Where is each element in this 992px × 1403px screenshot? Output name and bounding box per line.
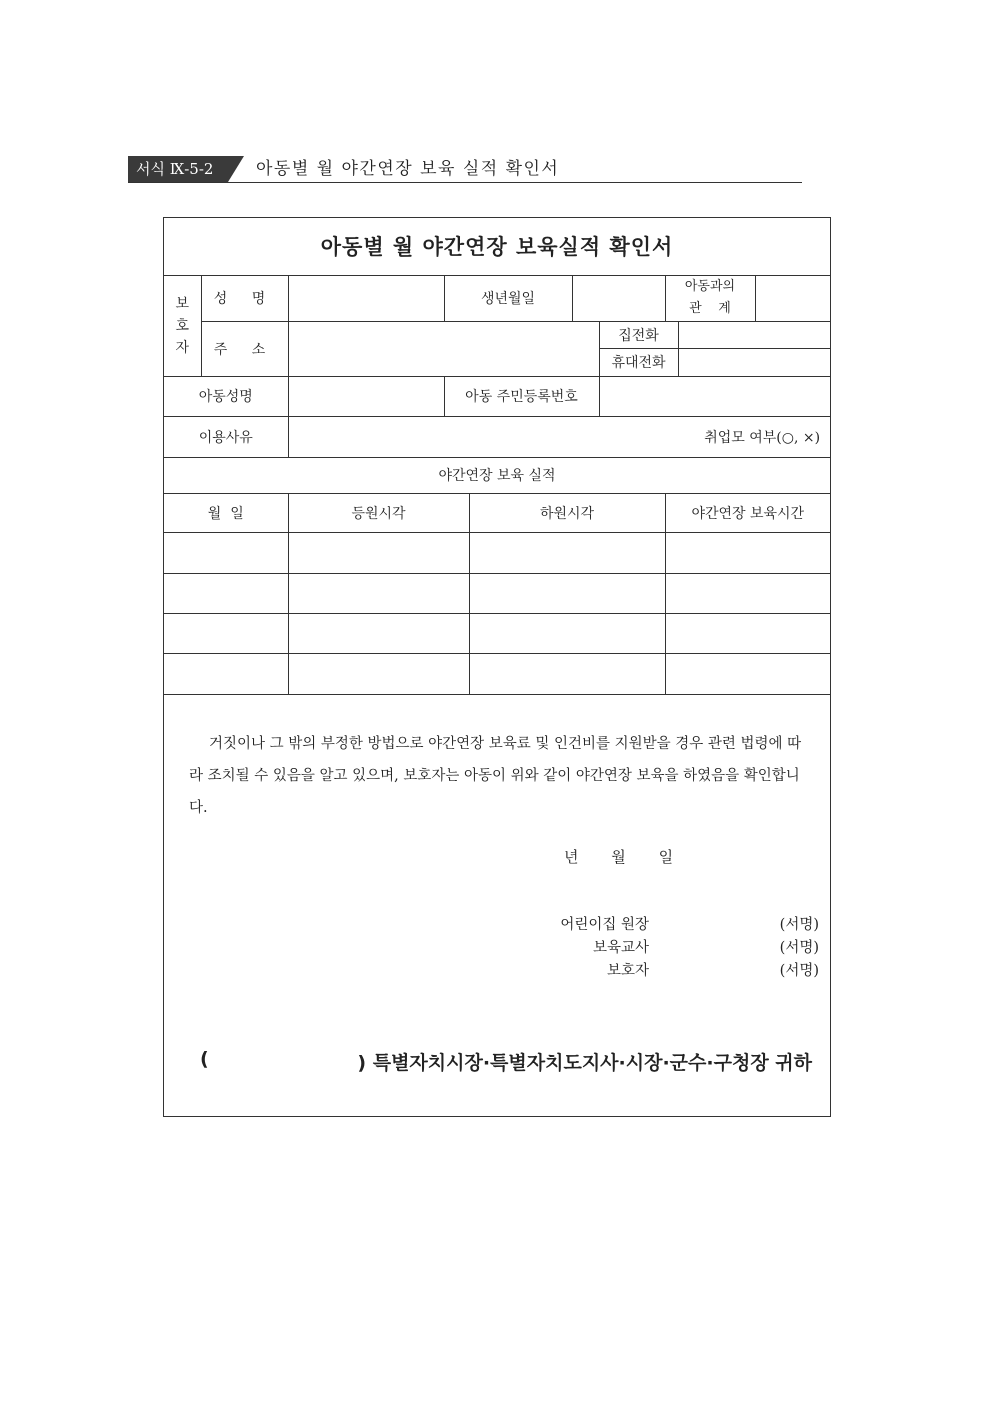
col-header-extended-hours: 야간연장 보육시간 — [665, 493, 830, 532]
mobile-label: 휴대전화 — [599, 348, 678, 376]
col-header-date: 월 일 — [164, 493, 288, 532]
cell-extended-hours[interactable] — [665, 653, 830, 694]
signature-role: 보육교사 — [592, 940, 649, 956]
address-label: 주 소 — [201, 321, 288, 376]
col-header-departure: 하원시각 — [469, 493, 665, 532]
table-row — [164, 573, 830, 613]
cell-date[interactable] — [164, 653, 288, 694]
form-header — [128, 156, 802, 184]
cell-extended-hours[interactable] — [665, 573, 830, 613]
cell-extended-hours[interactable] — [665, 613, 830, 653]
cell-departure[interactable] — [469, 653, 665, 694]
child-name-label: 아동성명 — [164, 376, 288, 416]
relation-label — [665, 275, 755, 321]
cell-departure[interactable] — [469, 573, 665, 613]
home-phone-field[interactable] — [678, 321, 830, 348]
date-line — [564, 846, 701, 867]
header-underline — [128, 182, 802, 183]
cell-departure[interactable] — [469, 613, 665, 653]
child-name-field[interactable] — [288, 376, 444, 416]
address-field[interactable] — [288, 321, 599, 376]
cell-departure[interactable] — [469, 532, 665, 573]
cell-arrival[interactable] — [288, 653, 469, 694]
badge-tail-decoration — [228, 156, 244, 182]
cell-date[interactable] — [164, 613, 288, 653]
signature-director[interactable] — [524, 913, 819, 935]
confirmation-statement: 거짓이나 그 밖의 부정한 방법으로 야간연장 보육료 및 인건비를 지원받을 경우 관련 법령에 따라 조치될 수 있음을 알고 있으며, 보호자는 아동이 위와 같이 야간연장 보육을 하였음을 확인합니다. — [189, 736, 802, 816]
cell-arrival[interactable] — [288, 573, 469, 613]
relation-field[interactable] — [755, 275, 830, 321]
signature-mark: (서명) — [779, 940, 819, 956]
cell-date[interactable] — [164, 573, 288, 613]
table-row — [164, 532, 830, 573]
cell-arrival[interactable] — [288, 532, 469, 573]
reason-label: 이용사유 — [164, 416, 288, 457]
recipient-text: ) 특별자치시장·특별자치도지사·시장·군수·구청장 귀하 — [357, 1052, 812, 1074]
employed-mother-field[interactable]: 취업모 여부(○, ×) — [288, 416, 830, 457]
table-row — [164, 613, 830, 653]
form-table — [164, 218, 830, 695]
signature-role: 보호자 — [606, 963, 649, 979]
record-section-title: 야간연장 보육 실적 — [164, 457, 830, 493]
col-header-arrival: 등원시각 — [288, 493, 469, 532]
signature-teacher[interactable] — [524, 936, 819, 958]
cell-date[interactable] — [164, 532, 288, 573]
home-phone-label: 집전화 — [599, 321, 678, 348]
signature-mark: (서명) — [779, 963, 819, 979]
guardian-name-label: 성 명 — [201, 275, 288, 321]
mobile-field[interactable] — [678, 348, 830, 376]
form-code-badge: 서식 Ⅸ-5-2 — [128, 156, 228, 182]
table-row — [164, 653, 830, 694]
child-id-label: 아동 주민등록번호 — [444, 376, 599, 416]
recipient-open-paren: ( — [200, 1048, 209, 1070]
birthdate-field[interactable] — [572, 275, 665, 321]
date-year: 년 — [564, 848, 579, 866]
birthdate-label: 생년월일 — [444, 275, 572, 321]
guardian-group-label: 보 호 자 — [164, 275, 201, 376]
signature-guardian[interactable] — [524, 959, 819, 981]
date-day: 일 — [658, 848, 674, 866]
cell-arrival[interactable] — [288, 613, 469, 653]
date-month: 월 — [611, 848, 626, 866]
form-title: 아동별 월 야간연장 보육실적 확인서 — [164, 218, 830, 275]
cell-extended-hours[interactable] — [665, 532, 830, 573]
child-id-field[interactable] — [599, 376, 830, 416]
relation-label-line2: 관 계 — [689, 301, 731, 316]
confirmation-form — [163, 217, 831, 1117]
header-title: 아동별 월 야간연장 보육 실적 확인서 — [256, 159, 560, 179]
relation-label-line1: 아동과의 — [684, 279, 736, 294]
guardian-name-field[interactable] — [288, 275, 444, 321]
signature-mark: (서명) — [779, 917, 819, 933]
signature-role: 어린이집 원장 — [560, 917, 649, 933]
